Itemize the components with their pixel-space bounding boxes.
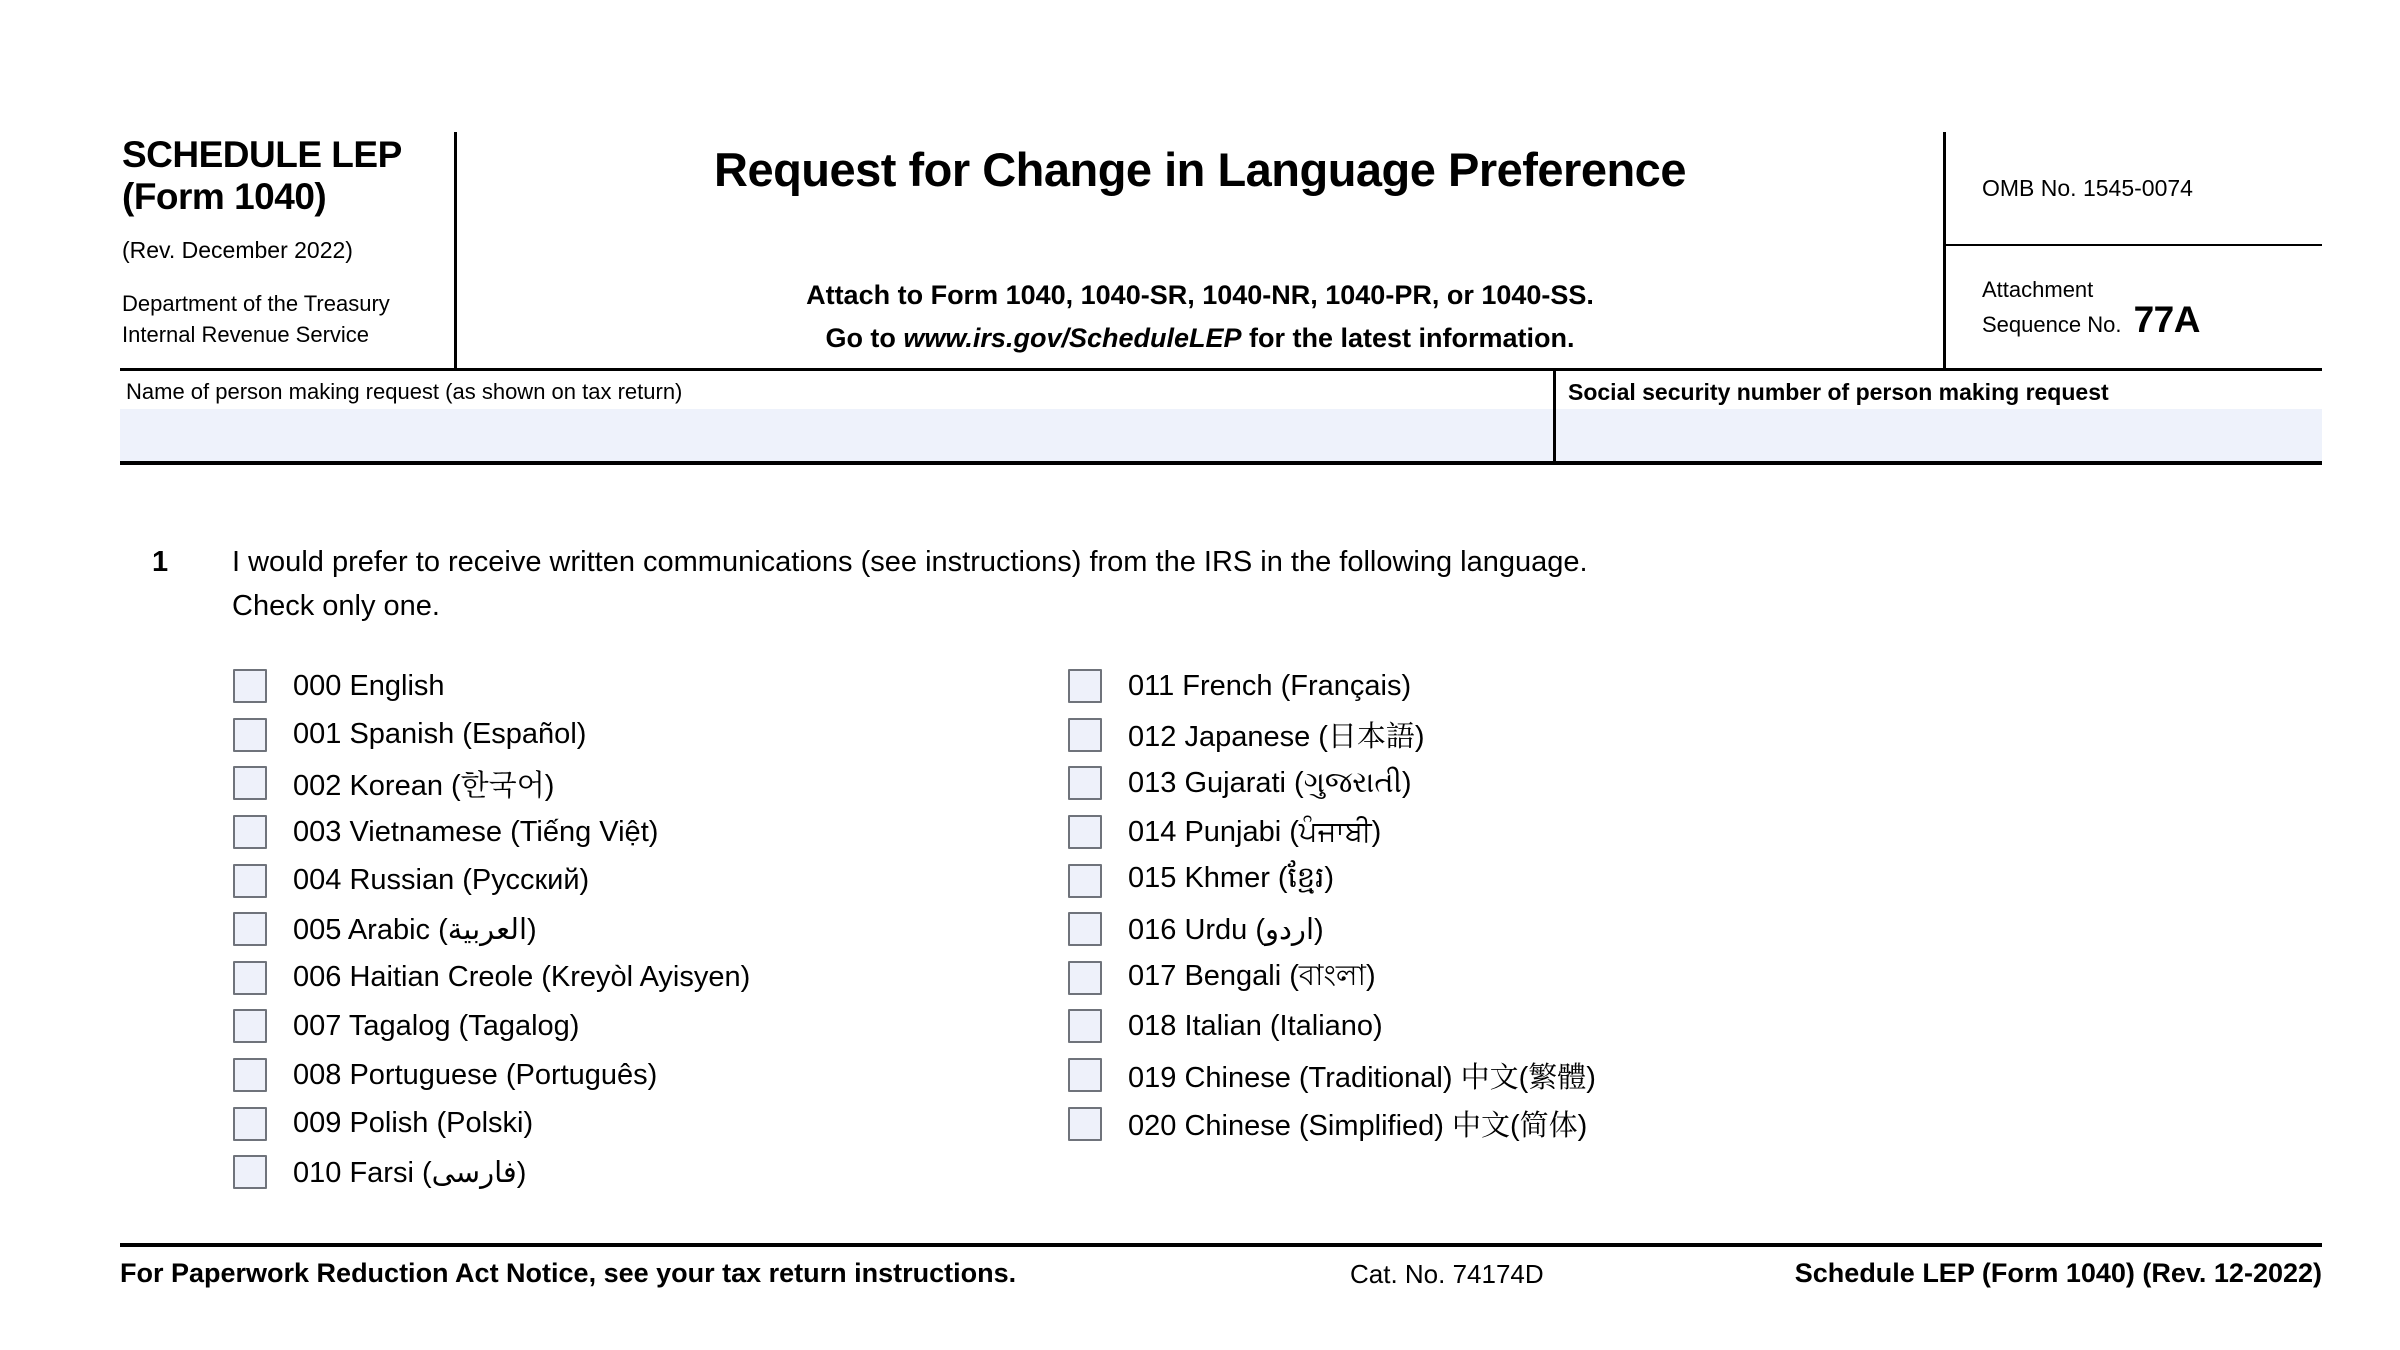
checkbox-001-spanish[interactable]	[233, 718, 267, 752]
checkbox-010-farsi[interactable]	[233, 1155, 267, 1189]
attachment-sequence	[1982, 275, 2200, 340]
header-center	[457, 132, 1943, 368]
goto-prefix: Go to	[825, 323, 904, 353]
header-right-block	[1943, 132, 2322, 368]
schedule-lep-link[interactable]: www.irs.gov/ScheduleLEP	[903, 323, 1242, 353]
language-label: 002 Korean (한국어)	[293, 769, 555, 802]
language-label: 020 Chinese (Simplified) 中文(简体)	[1128, 1110, 1588, 1143]
schedule-name: SCHEDULE LEP	[122, 134, 402, 175]
language-label: 016 Urdu (اردو)	[1128, 913, 1324, 946]
checkbox-006-haitian-creole[interactable]	[233, 961, 267, 995]
language-option	[1068, 1051, 1596, 1100]
language-option	[233, 856, 750, 905]
checkbox-013-gujarati[interactable]	[1068, 766, 1102, 800]
language-option	[1068, 662, 1596, 711]
ssn-cell	[1556, 371, 2322, 461]
checkbox-003-vietnamese[interactable]	[233, 815, 267, 849]
language-option	[233, 1148, 750, 1197]
language-option	[233, 954, 750, 1003]
checkbox-016-urdu[interactable]	[1068, 912, 1102, 946]
form-header	[120, 132, 2322, 371]
catalog-number: Cat. No. 74174D	[1350, 1259, 1544, 1289]
language-option	[1068, 954, 1596, 1003]
language-option	[233, 808, 750, 857]
language-column-right	[1068, 662, 1596, 1148]
language-column-left	[233, 662, 750, 1197]
sequence-label: Sequence No.	[1982, 311, 2122, 337]
language-option	[1068, 808, 1596, 857]
language-label: 018 Italian (Italiano)	[1128, 1009, 1383, 1042]
language-option	[233, 1002, 750, 1051]
line-1-text-2: Check only one.	[232, 590, 440, 622]
attachment-sequence-cell	[1946, 246, 2322, 368]
language-label: 003 Vietnamese (Tiếng Việt)	[293, 815, 659, 848]
language-label: 004 Russian (Русский)	[293, 864, 590, 897]
footer-form-id: Schedule LEP (Form 1040) (Rev. 12-2022)	[1794, 1258, 2322, 1288]
checkbox-015-khmer[interactable]	[1068, 864, 1102, 898]
language-option	[1068, 1099, 1596, 1148]
goto-suffix: for the latest information.	[1241, 323, 1575, 353]
page-title: Request for Change in Language Preference	[714, 143, 1686, 196]
language-label: 007 Tagalog (Tagalog)	[293, 1009, 580, 1042]
language-option	[233, 711, 750, 760]
checkbox-018-italian[interactable]	[1068, 1009, 1102, 1043]
checkbox-000-english[interactable]	[233, 669, 267, 703]
checkbox-012-japanese[interactable]	[1068, 718, 1102, 752]
ssn-input[interactable]	[1556, 409, 2322, 461]
language-option	[233, 905, 750, 954]
language-label: 015 Khmer (ខ្មែរ)	[1128, 861, 1335, 894]
language-label: 011 French (Français)	[1128, 669, 1412, 702]
language-option	[233, 662, 750, 711]
language-label: 017 Bengali (বাংলা)	[1128, 960, 1376, 993]
line-1-number: 1	[152, 546, 169, 578]
language-option	[1068, 759, 1596, 808]
checkbox-004-russian[interactable]	[233, 864, 267, 898]
ssn-label: Social security number of person making request	[1568, 379, 2109, 405]
checkbox-017-bengali[interactable]	[1068, 961, 1102, 995]
footer-rule	[120, 1243, 2322, 1247]
language-label: 013 Gujarati (ગુજરાતી)	[1128, 766, 1412, 799]
form-number: (Form 1040)	[122, 176, 327, 217]
paperwork-notice: For Paperwork Reduction Act Notice, see your tax return instructions.	[120, 1258, 1017, 1288]
line-1	[152, 540, 1588, 628]
language-label: 012 Japanese (日本語)	[1128, 721, 1425, 754]
header-instructions	[457, 274, 1943, 360]
agency-name: Internal Revenue Service	[122, 322, 370, 347]
language-option	[233, 1099, 750, 1148]
revision-date: (Rev. December 2022)	[122, 237, 353, 263]
sequence-number: 77A	[2133, 298, 2200, 340]
language-option	[233, 1051, 750, 1100]
language-label: 019 Chinese (Traditional) 中文(繁體)	[1128, 1061, 1596, 1094]
language-label: 014 Punjabi (ਪੰਜਾਬੀ)	[1128, 815, 1382, 848]
language-option	[233, 759, 750, 808]
name-cell	[120, 371, 1556, 461]
checkbox-020-chinese-simplified[interactable]	[1068, 1107, 1102, 1141]
language-option	[1068, 856, 1596, 905]
goto-instruction	[457, 317, 1943, 360]
attachment-label: Attachment	[1982, 276, 2094, 302]
language-label: 008 Portuguese (Português)	[293, 1058, 658, 1091]
language-option	[1068, 711, 1596, 760]
checkbox-011-french[interactable]	[1068, 669, 1102, 703]
checkbox-005-arabic[interactable]	[233, 912, 267, 946]
identity-row	[120, 371, 2322, 465]
checkbox-019-chinese-traditional[interactable]	[1068, 1058, 1102, 1092]
language-label: 009 Polish (Polski)	[293, 1107, 534, 1140]
language-option	[1068, 905, 1596, 954]
language-option	[1068, 1002, 1596, 1051]
department-name: Department of the Treasury	[122, 291, 390, 316]
checkbox-014-punjabi[interactable]	[1068, 815, 1102, 849]
line-1-text: I would prefer to receive written communications (see instructions) from the IRS in the following language.	[232, 546, 1588, 578]
checkbox-007-tagalog[interactable]	[233, 1009, 267, 1043]
attach-instruction: Attach to Form 1040, 1040-SR, 1040-NR, 1040-PR, or 1040-SS.	[806, 280, 1594, 310]
language-label: 000 English	[293, 669, 445, 702]
language-label: 010 Farsi (فارسی)	[293, 1156, 527, 1189]
form-id-block	[120, 132, 457, 368]
language-label: 006 Haitian Creole (Kreyòl Ayisyen)	[293, 961, 751, 994]
name-input[interactable]	[120, 409, 1553, 461]
checkbox-008-portuguese[interactable]	[233, 1058, 267, 1092]
line-1-text-block	[232, 540, 1588, 628]
checkbox-002-korean[interactable]	[233, 766, 267, 800]
checkbox-009-polish[interactable]	[233, 1107, 267, 1141]
name-label: Name of person making request (as shown on tax return)	[126, 379, 683, 404]
language-label: 005 Arabic (العربية)	[293, 913, 537, 946]
omb-number: OMB No. 1545-0074	[1946, 132, 2322, 246]
language-label: 001 Spanish (Español)	[293, 718, 587, 751]
